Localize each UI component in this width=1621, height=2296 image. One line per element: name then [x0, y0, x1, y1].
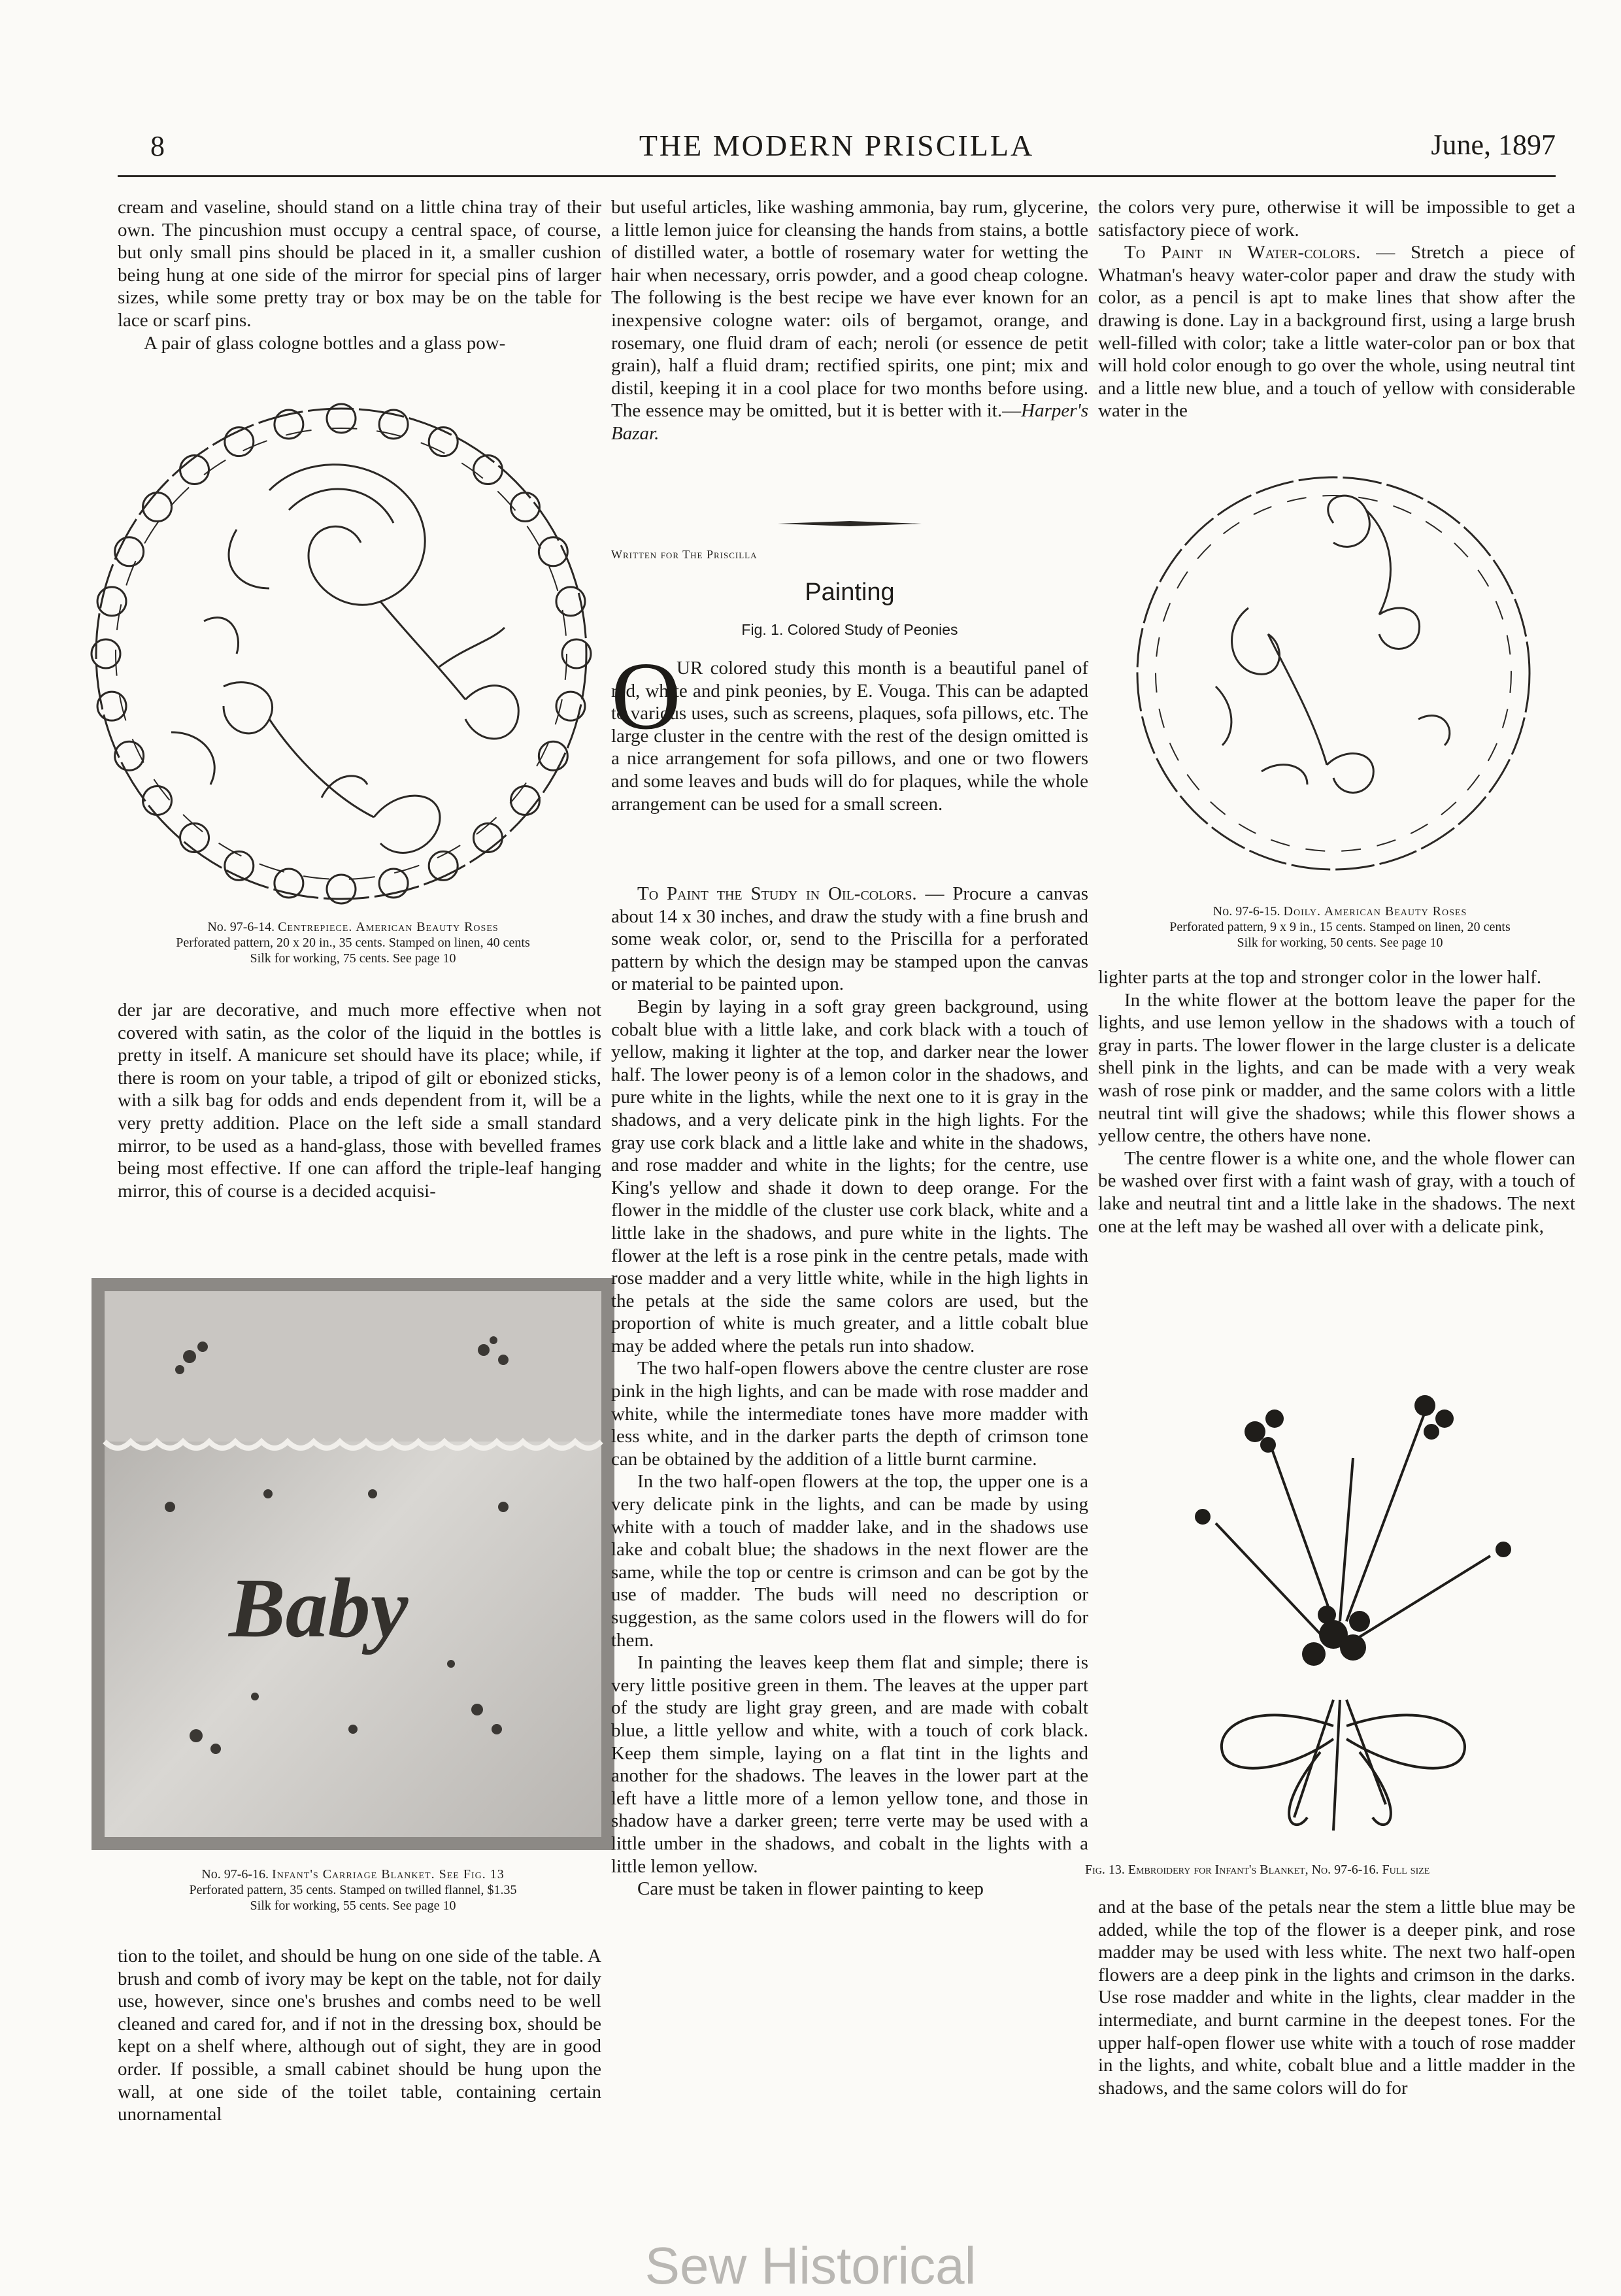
article-subtitle: Fig. 1. Colored Study of Peonies	[741, 621, 958, 638]
paragraph: In the two half-open flowers at the top, the upper one is a very delicate pink in the lights, and can be made by using white with a touch of madder lake, and in the shadows use lake and cobalt blue; the shadows in the next flower are the same, while the top or centre is crimson and can be got by the use of madder. The buds will need no description or suggestion, as the same colors used in the flowers will do for them.	[611, 1471, 1088, 1651]
paragraph: The two half-open flowers above the centre cluster are rose pink in the high lights, and can be made with rose madder and white, while the intermediate tones have more madder with less white, and in the darker parts the depth of crimson tone can be obtained by the addition of a little burnt carmine.	[611, 1358, 1088, 1470]
scallop	[180, 456, 209, 484]
doily-caption	[1111, 903, 1569, 951]
paragraph: The centre flower is a white one, and the whole flower can be washed over first with a faint wash of gray, with a touch of lake and neutral tint and a little lake in the shadows. The next one at the left may be washed all over with a delicate pink,	[1098, 1147, 1575, 1237]
centrepiece-illustration	[73, 392, 609, 915]
paragraph: Care must be taken in flower painting to keep	[637, 1878, 984, 1900]
caption-number: No. 97-6-15.	[1212, 904, 1280, 919]
paragraph: but useful articles, like washing ammonia, bay rum, glycerine, a little lemon juice for cleansing the hands from stains, a bottle of distilled water, a bottle of rosemary water for wetting the hair when necessary, orris powder, and a good cheap cologne. The following is the best recipe we have ever known for an inexpensive cologne water: oils of bergamot, orange, and rosemary, one fluid dram of each; neroli (or essence de petit grain), half a fluid dram; rectified spirits, one pint; mix and distil, keeping it in a cool place for two months before using. The essence may be omitted, but it is better with it.	[611, 197, 1088, 422]
section-heading-oil: To Paint the Study in Oil-colors.	[637, 883, 917, 904]
page-number: 8	[150, 130, 165, 162]
doily-figure	[1118, 458, 1549, 889]
embroidered-word: Baby	[229, 1561, 409, 1655]
paragraph: and at the base of the petals near the stem a little blue may be added, while the top of the flower is a deeper pink, and rose madder may be used with less white. The next two half-open flowers are a deep pink in the lights and crimson in the darks. Use rose madder and white in the lights, clear madder in the intermediate, and burnt carmine in the deepest tones. For the upper half-open flower use white with a touch of rose madder in the lights, and white, cobalt blue and a little madder in the shadows, and the same colors will do for	[1098, 1897, 1575, 2099]
scallop	[473, 823, 502, 852]
scallop	[143, 786, 172, 815]
caption-title: Infant's Carriage Blanket. See Fig. 13	[272, 1867, 505, 1882]
col3-middle-text	[1098, 966, 1575, 1238]
article-body	[611, 883, 1088, 1900]
caption-title: Doily. American Beauty Roses	[1283, 904, 1467, 919]
scallop	[180, 823, 209, 852]
paragraph: A pair of glass cologne bottles and a glass pow-	[144, 332, 506, 354]
col2-top-text: but useful articles, like washing ammonia, bay rum, glycerine, a little lemon juice for cleansing the hands from stains, a bottle of distilled water, a bottle of rosemary water for wetting the hair when necessary, orris powder, and a good cheap cologne. The following is the best recipe we have ever known for an inexpensive cologne water: oils of bergamot, orange, and rosemary, one fluid dram of each; neroli (or essence de petit grain), half a fluid dram; rectified spirits, one pint; mix and distil, keeping it in a cool place for two months before using. The essence may be omitted, but it is better with it.—Harper's Bazar.	[611, 197, 1088, 444]
paragraph: der jar are decorative, and much more effective when not covered with satin, as the color of the liquid in the bottles is pretty in itself. A manicure set should have its place; while, if there is room on your table, a tripod of gilt or ebonized sticks, with a silk bag for odds and ends dependent from it, will be a very pretty addition. Place on the left side a small standard mirror, to be used as a hand-glass, those with bevelled frames being most effective. If one can afford the triple-leaf hanging mirror, this of course is a decided acquisi-	[118, 1000, 601, 1202]
col1-top-text	[118, 196, 601, 354]
article-intro	[611, 643, 1088, 815]
issue-date: June, 1897	[1431, 129, 1556, 161]
masthead-title: THE MODERN PRISCILLA	[639, 129, 1035, 162]
col1-middle-text	[118, 999, 601, 1202]
paragraph: — Stretch a piece of Whatman's heavy water-color paper and draw the study with color, as a pencil is apt to make lines that show after the drawing is done. Lay in a background first, using a large brush well-filled with color; take a little water-color pan or box that will hold color enough to go over the whole, using neutral tint and a little new blue, and a touch of yellow with considerable water in the	[1098, 242, 1575, 422]
header-rule	[118, 175, 1556, 177]
scallop	[143, 493, 172, 522]
drop-cap: O	[611, 643, 681, 750]
article-title: Painting	[805, 579, 895, 606]
caption-number: No. 97-6-16.	[201, 1867, 269, 1882]
col3-top-text	[1098, 196, 1575, 422]
caption-number: No. 97-6-14.	[207, 920, 275, 934]
ornamental-divider	[778, 518, 922, 523]
paragraph: — Procure a canvas about 14 x 30 inches, and draw the study with a fine brush and some weak color, or, send to the Priscilla for a perforated pattern by which the design may be stamped upon the canvas or material to be painted upon.	[611, 883, 1088, 995]
embroidery-figure	[1137, 1360, 1543, 1844]
paragraph: Begin by laying in a soft gray green background, using cobalt blue with a little lake, and cork black with a touch of yellow, making it lighter at the top, and darker near the lower half. The lower peony is of a lemon color in the shadows, and pure white in the lights, while the next one to it is gray in the shadows, and a very delicate pink in the high lights. For the gray use cork black and a little lake and white in the shadows, and rose madder and white in the lights; for the centre, use King's yellow and shade it down to deep orange. For the flower in the middle of the cluster use cork black, white and a little lake in the shadows, and pure white in the lights. The flower at the left is a rose pink in the centre petals, made with rose madder and a very little white, while in the high lights in the petals at the side the same colors are used, but the proportion of white is much greater, and a little cobalt blue may be added where the petals run into shadow.	[611, 996, 1088, 1357]
paragraph: lighter parts at the top and stronger color in the lower half.	[1098, 967, 1542, 988]
scallop	[473, 456, 502, 484]
blanket-figure	[92, 1278, 614, 1850]
paragraph: the colors very pure, otherwise it will be impossible to get a satisfactory piece of work.	[1098, 197, 1575, 241]
caption-pricing: Perforated pattern, 20 x 20 in., 35 cents. Stamped on linen, 40 cents	[176, 936, 530, 950]
embroidery-illustration	[1137, 1360, 1543, 1844]
paragraph: In painting the leaves keep them flat and simple; there is very little positive green in them. The leaves at the upper part of the study are light gray green, and are made with cobalt blue, a little yellow and white, with a touch of cork black. Keep them simple, laying on a flat tint in the lights and another for the shadows. The leaves in the lower part at the left have a little more of a lemon yellow tone, and those in shadow have a darker green; terre verte may be used with a little umber in the shadows, and cobalt in the lights with a little lemon yellow.	[611, 1652, 1088, 1877]
embroidery-caption: Fig. 13. Embroidery for Infant's Blanket, No. 97-6-16. Full size	[1085, 1863, 1430, 1877]
blanket-caption	[98, 1866, 608, 1914]
centrepiece-caption	[98, 919, 608, 966]
caption-silk: Silk for working, 50 cents. See page 10	[1237, 936, 1443, 950]
scallop	[510, 493, 539, 522]
caption-pricing: Perforated pattern, 9 x 9 in., 15 cents. Stamped on linen, 20 cents	[1169, 920, 1511, 934]
byline: Written for The Priscilla	[611, 548, 758, 561]
watermark: Sew Historical	[644, 2237, 977, 2295]
doily-illustration	[1118, 458, 1549, 889]
paragraph: tion to the toilet, and should be hung on one side of the table. A brush and comb of ivory may be kept on the table, not for daily use, however, since one's brushes and combs need to be well cleaned and cared for, and if not in the dressing box, should be kept on a shelf where, although out of sight, they are in good order. If possible, a small cabinet should be hung upon the wall, at one side of the toilet table, containing certain unornamental	[118, 1946, 601, 2125]
paragraph: cream and vaseline, should stand on a little china tray of their own. The pincushion must occupy a central space, of course, but only small pins should be placed in it, a smaller cushion being hung at one side of the mirror for special pins of larger sizes, while some pretty tray or box may be on the table for lace or scarf pins.	[118, 197, 601, 331]
scallop	[510, 786, 539, 815]
section-heading-water: To Paint in Water-colors.	[1124, 242, 1361, 263]
page-header	[118, 124, 1556, 170]
caption-title: Centrepiece. American Beauty Roses	[278, 920, 499, 934]
intro-text: UR colored study this month is a beautiful panel of red, white and pink peonies, by E. Vouga. This can be adapted to various uses, such as screens, plaques, sofa pillows, etc. The large cluster in the centre with the rest of the design omitted is a nice arrangement for sofa pillows, and one or two flowers and some leaves and buds will do for plaques, while the whole arrangement can be used for a small screen.	[611, 658, 1088, 815]
caption-silk: Silk for working, 75 cents. See page 10	[250, 951, 456, 966]
caption-silk: Silk for working, 55 cents. See page 10	[250, 1899, 456, 1913]
caption-pricing: Perforated pattern, 35 cents. Stamped on twilled flannel, $1.35	[189, 1883, 517, 1897]
paragraph: In the white flower at the bottom leave the paper for the lights, and use lemon yellow in the shadows with a touch of gray in parts. The lower flower in the large cluster is a delicate shell pink in the lights, and can be made with a very weak wash of rose pink or madder, and the same colors with a little neutral tint will give the shadows; while this flower shows a yellow centre, the others have none.	[1098, 989, 1575, 1147]
source-citation: Harper's Bazar.	[611, 400, 1088, 444]
col1-bottom-text	[118, 1945, 601, 2126]
col3-bottom-text	[1098, 1896, 1575, 2099]
centrepiece-figure	[73, 392, 609, 915]
